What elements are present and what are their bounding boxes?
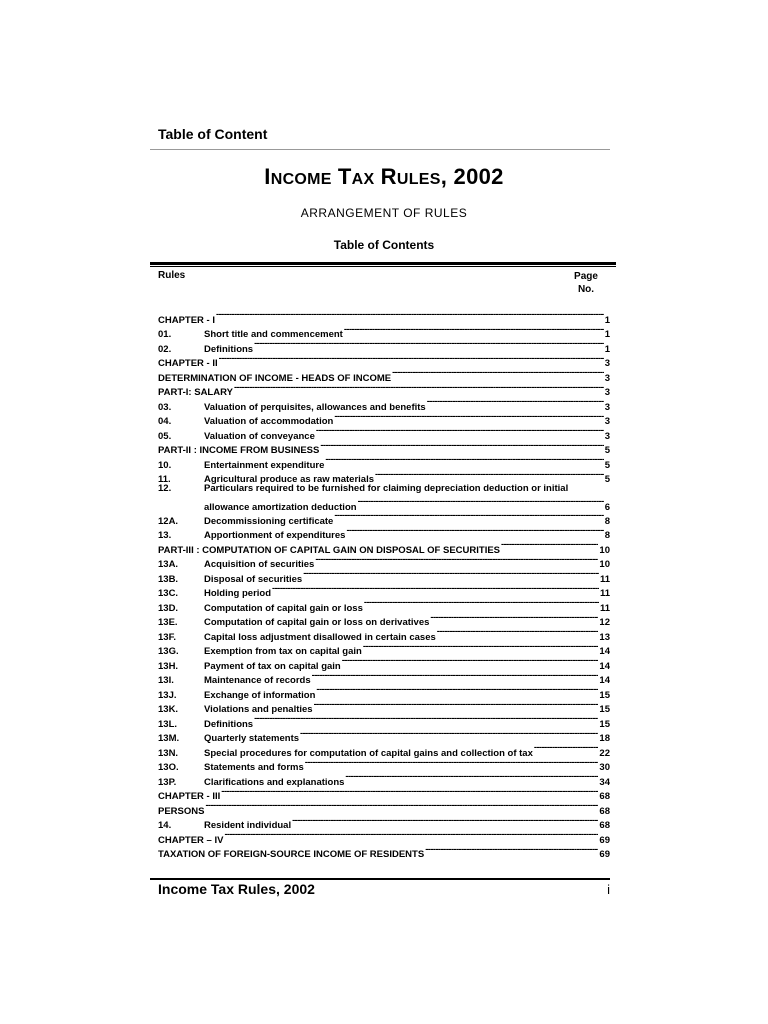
toc-entry-title: Decommissioning certificate bbox=[204, 515, 334, 527]
toc-entry-title: Valuation of conveyance bbox=[204, 430, 315, 442]
toc-entry-leader bbox=[300, 727, 598, 742]
toc-entry-title: Holding period bbox=[204, 588, 272, 599]
toc-entry-number: 12. bbox=[158, 483, 172, 494]
document-title bbox=[150, 164, 618, 190]
toc-entry-title: Maintenance of records bbox=[204, 675, 311, 686]
toc-entry-leader bbox=[342, 654, 599, 669]
column-header-rules: Rules bbox=[158, 270, 186, 281]
toc-entry-leader bbox=[219, 352, 604, 367]
toc-entry-title: Exchange of information bbox=[204, 689, 316, 701]
toc-entry-page: 34 bbox=[599, 776, 610, 788]
toc-entry-title: Definitions bbox=[204, 718, 254, 730]
toc-entry-page: 3 bbox=[604, 358, 610, 369]
toc-entry-page: 68 bbox=[599, 820, 610, 831]
toc-entry[interactable] bbox=[158, 785, 610, 800]
toc-entry[interactable] bbox=[158, 843, 610, 858]
header-divider bbox=[150, 149, 610, 150]
toc-entry-page: 14 bbox=[599, 660, 610, 672]
toc-entry-number: 13O. bbox=[158, 762, 179, 773]
toc-entry-leader bbox=[205, 799, 598, 814]
toc-entry-number: 13L. bbox=[158, 718, 178, 730]
toc-entry-title: Clarifications and explanations bbox=[204, 776, 345, 788]
toc-entry-leader bbox=[534, 741, 599, 756]
toc-entry-page: 11 bbox=[599, 588, 610, 599]
toc-entry-number: 13C. bbox=[158, 588, 179, 599]
toc-entry-page: 69 bbox=[599, 834, 610, 846]
toc-entry-page: 8 bbox=[604, 515, 610, 527]
toc-entry-number: 12A. bbox=[158, 515, 179, 527]
toc-entry-title: PART-II : INCOME FROM BUSINESS bbox=[158, 445, 320, 456]
toc-entry-title: Computation of capital gain or loss on derivatives bbox=[204, 617, 430, 628]
toc-entry-leader bbox=[272, 582, 599, 597]
title-year: , 2002 bbox=[440, 164, 504, 189]
toc-entry-number: 13J. bbox=[158, 689, 177, 701]
toc-entry-leader bbox=[364, 596, 599, 611]
toc-entry-page: 1 bbox=[604, 343, 610, 355]
toc-entry-page: 5 bbox=[604, 474, 610, 485]
title-rest-3: ULES bbox=[396, 171, 441, 188]
toc-entry-number: 11. bbox=[158, 474, 171, 485]
toc-entry-leader bbox=[344, 323, 604, 338]
toc-entry-title: Particulars required to be furnished for claiming depreciation deduction or initial bbox=[204, 483, 569, 494]
toc-entry[interactable] bbox=[158, 814, 610, 829]
toc-entry-page: 22 bbox=[599, 747, 610, 759]
toc-entry-title: Resident individual bbox=[204, 820, 292, 831]
toc-entry-leader bbox=[375, 468, 604, 483]
column-header-page bbox=[560, 270, 612, 296]
toc-entry-page: 1 bbox=[604, 329, 610, 340]
toc-entry-page: 68 bbox=[599, 805, 610, 817]
toc-entry-page: 14 bbox=[599, 646, 610, 657]
toc-entry-leader bbox=[316, 424, 604, 439]
toc-entry-title: Payment of tax on capital gain bbox=[204, 660, 341, 672]
toc-entry-number: 05. bbox=[158, 430, 172, 442]
toc-entry-page: 8 bbox=[604, 530, 610, 541]
toc-entry-title: Quarterly statements bbox=[204, 733, 300, 744]
toc-entry-page: 15 bbox=[599, 704, 610, 715]
toc-entry-title: Definitions bbox=[204, 343, 254, 355]
arrangement-subtitle: ARRANGEMENT OF RULES bbox=[300, 206, 468, 220]
toc-top-thin-rule bbox=[150, 266, 616, 267]
toc-entry-leader bbox=[346, 524, 603, 539]
title-initial-2: T bbox=[337, 164, 352, 189]
toc-entry-page: 68 bbox=[599, 791, 610, 802]
page-header-title: Table of Content bbox=[158, 126, 268, 142]
toc-entry[interactable] bbox=[158, 799, 610, 817]
toc-entry-leader bbox=[305, 756, 599, 771]
title-rest-1: NCOME bbox=[270, 171, 332, 188]
toc-entry-page: 11 bbox=[599, 573, 610, 585]
toc-entry-number: 13H. bbox=[158, 660, 179, 672]
toc-heading: Table of Contents bbox=[333, 238, 435, 252]
toc-entry-number: 04. bbox=[158, 416, 172, 427]
toc-entry-page: 18 bbox=[599, 733, 610, 744]
toc-entry-page: 1 bbox=[604, 314, 610, 326]
toc-entry-page: 69 bbox=[599, 849, 610, 860]
toc-entry-page: 14 bbox=[599, 675, 610, 686]
toc-entry-leader bbox=[312, 669, 599, 684]
toc-entry-page: 3 bbox=[604, 387, 610, 398]
toc-entry-title: Valuation of perquisites, allowances and benefits bbox=[204, 401, 426, 413]
toc-entry-page: 10 bbox=[599, 559, 610, 570]
toc-entry-leader bbox=[224, 828, 598, 843]
toc-entry-page: 6 bbox=[604, 501, 610, 513]
title-initial-3: R bbox=[380, 164, 397, 189]
toc-entry-title: Computation of capital gain or loss bbox=[204, 602, 363, 614]
toc-entry-page: 10 bbox=[599, 544, 610, 556]
toc-entry-leader bbox=[501, 538, 598, 553]
toc-entry-title: Violations and penalties bbox=[204, 704, 313, 715]
toc-entry-page: 12 bbox=[599, 617, 610, 628]
toc-entry-title: Acquisition of securities bbox=[204, 559, 315, 570]
toc-top-rule bbox=[150, 262, 616, 265]
toc-entry-leader bbox=[392, 366, 604, 381]
toc-entry-number: 13E. bbox=[158, 617, 178, 628]
toc-entry-number: 13D. bbox=[158, 602, 179, 614]
toc-entry-page: 11 bbox=[599, 602, 610, 614]
toc-entry-number: 13M. bbox=[158, 733, 180, 744]
toc-entry-leader bbox=[221, 785, 598, 800]
toc-entry-title-continued: allowance amortization deduction bbox=[204, 501, 357, 513]
toc-entry-leader bbox=[437, 625, 599, 640]
toc-entry[interactable] bbox=[158, 482, 610, 513]
toc-entry-title: Valuation of accommodation bbox=[204, 416, 334, 427]
toc-entry-title: DETERMINATION OF INCOME - HEADS OF INCOME bbox=[158, 372, 392, 384]
toc-entry-leader bbox=[425, 843, 598, 858]
toc-entry-leader bbox=[234, 381, 604, 396]
toc-entry-number: 14. bbox=[158, 820, 172, 831]
toc-entry-number: 13A. bbox=[158, 559, 179, 570]
toc-entry-title: PART-III : COMPUTATION OF CAPITAL GAIN ON DISPOSAL OF SECURITIES bbox=[158, 544, 501, 556]
toc-entry-leader bbox=[254, 712, 598, 727]
title-initial-1: I bbox=[264, 164, 271, 189]
toc-entry-leader bbox=[314, 698, 599, 713]
toc-entry-number: 10. bbox=[158, 459, 172, 471]
toc-entry[interactable] bbox=[158, 323, 610, 338]
toc-entry-number: 13N. bbox=[158, 747, 179, 759]
toc-entry-leader bbox=[292, 814, 598, 829]
toc-entry-title: CHAPTER – IV bbox=[158, 834, 224, 846]
toc-entry-page: 13 bbox=[599, 631, 610, 643]
toc-entry-page: 3 bbox=[604, 416, 610, 427]
toc-entry-page: 15 bbox=[599, 718, 610, 730]
toc-entry-number: 13I. bbox=[158, 675, 174, 686]
footer-page-number: i bbox=[607, 882, 610, 897]
toc-entry-page: 30 bbox=[599, 762, 610, 773]
toc-entry-page: 3 bbox=[604, 430, 610, 442]
toc-list bbox=[158, 308, 610, 860]
toc-entry-title: CHAPTER - II bbox=[158, 358, 218, 369]
toc-entry-leader bbox=[254, 337, 604, 352]
toc-entry-leader bbox=[216, 308, 604, 323]
toc-entry-title: Short title and commencement bbox=[204, 329, 343, 340]
toc-entry-title: TAXATION OF FOREIGN-SOURCE INCOME OF RESIDENTS bbox=[158, 849, 425, 860]
column-header-page-line2: No. bbox=[577, 284, 595, 295]
toc-entry-number: 13P. bbox=[158, 776, 177, 788]
toc-entry-number: 02. bbox=[158, 343, 172, 355]
toc-entry[interactable] bbox=[158, 366, 610, 384]
toc-entry-title: CHAPTER - I bbox=[158, 314, 215, 326]
toc-entry-leader bbox=[363, 640, 599, 655]
toc-entry-leader bbox=[334, 410, 603, 425]
toc-entry-page: 15 bbox=[599, 689, 610, 701]
toc-entry-title: Disposal of securities bbox=[204, 573, 303, 585]
title-rest-2: AX bbox=[351, 171, 375, 188]
toc-entry[interactable] bbox=[158, 308, 610, 326]
toc-entry-title: Agricultural produce as raw materials bbox=[204, 474, 375, 485]
toc-entry-number: 13F. bbox=[158, 631, 176, 643]
toc-entry-number: 13G. bbox=[158, 646, 179, 657]
toc-entry-leader bbox=[303, 567, 599, 582]
toc-entry-number: 01. bbox=[158, 329, 172, 340]
toc-entry-leader bbox=[334, 509, 603, 524]
footer-title: Income Tax Rules, 2002 bbox=[158, 881, 315, 897]
toc-entry-page: 3 bbox=[604, 372, 610, 384]
toc-entry-title: CHAPTER - III bbox=[158, 791, 221, 802]
toc-entry-page: 5 bbox=[604, 459, 610, 471]
toc-entry-leader bbox=[320, 439, 603, 454]
toc-entry[interactable] bbox=[158, 352, 610, 367]
toc-entry-title: Capital loss adjustment disallowed in certain cases bbox=[204, 631, 436, 643]
toc-entry-title: Special procedures for computation of capital gains and collection of tax bbox=[204, 747, 533, 759]
toc-entry-leader bbox=[345, 770, 598, 785]
toc-entry-leader bbox=[430, 611, 598, 626]
toc-entry-title: PERSONS bbox=[158, 805, 205, 817]
toc-entry-title: PART-I: SALARY bbox=[158, 387, 233, 398]
toc-entry-leader bbox=[358, 495, 604, 510]
toc-entry-title: Entertainment expenditure bbox=[204, 459, 325, 471]
toc-entry-page: 5 bbox=[604, 445, 610, 456]
column-header-page-line1: Page bbox=[574, 271, 598, 282]
toc-entry[interactable] bbox=[158, 828, 610, 846]
toc-entry-title: Statements and forms bbox=[204, 762, 304, 773]
toc-entry-title: Apportionment of expenditures bbox=[204, 530, 346, 541]
toc-entry-number: 13. bbox=[158, 530, 172, 541]
toc-entry-page: 3 bbox=[604, 401, 610, 413]
toc-entry-leader bbox=[316, 683, 598, 698]
toc-entry-number: 13B. bbox=[158, 573, 179, 585]
toc-entry-title: Exemption from tax on capital gain bbox=[204, 646, 362, 657]
toc-entry-leader bbox=[427, 395, 604, 410]
toc-entry-leader bbox=[325, 453, 603, 468]
toc-entry-number: 03. bbox=[158, 401, 172, 413]
footer-divider bbox=[150, 878, 610, 880]
toc-entry-number: 13K. bbox=[158, 704, 179, 715]
toc-entry-leader bbox=[315, 553, 598, 568]
